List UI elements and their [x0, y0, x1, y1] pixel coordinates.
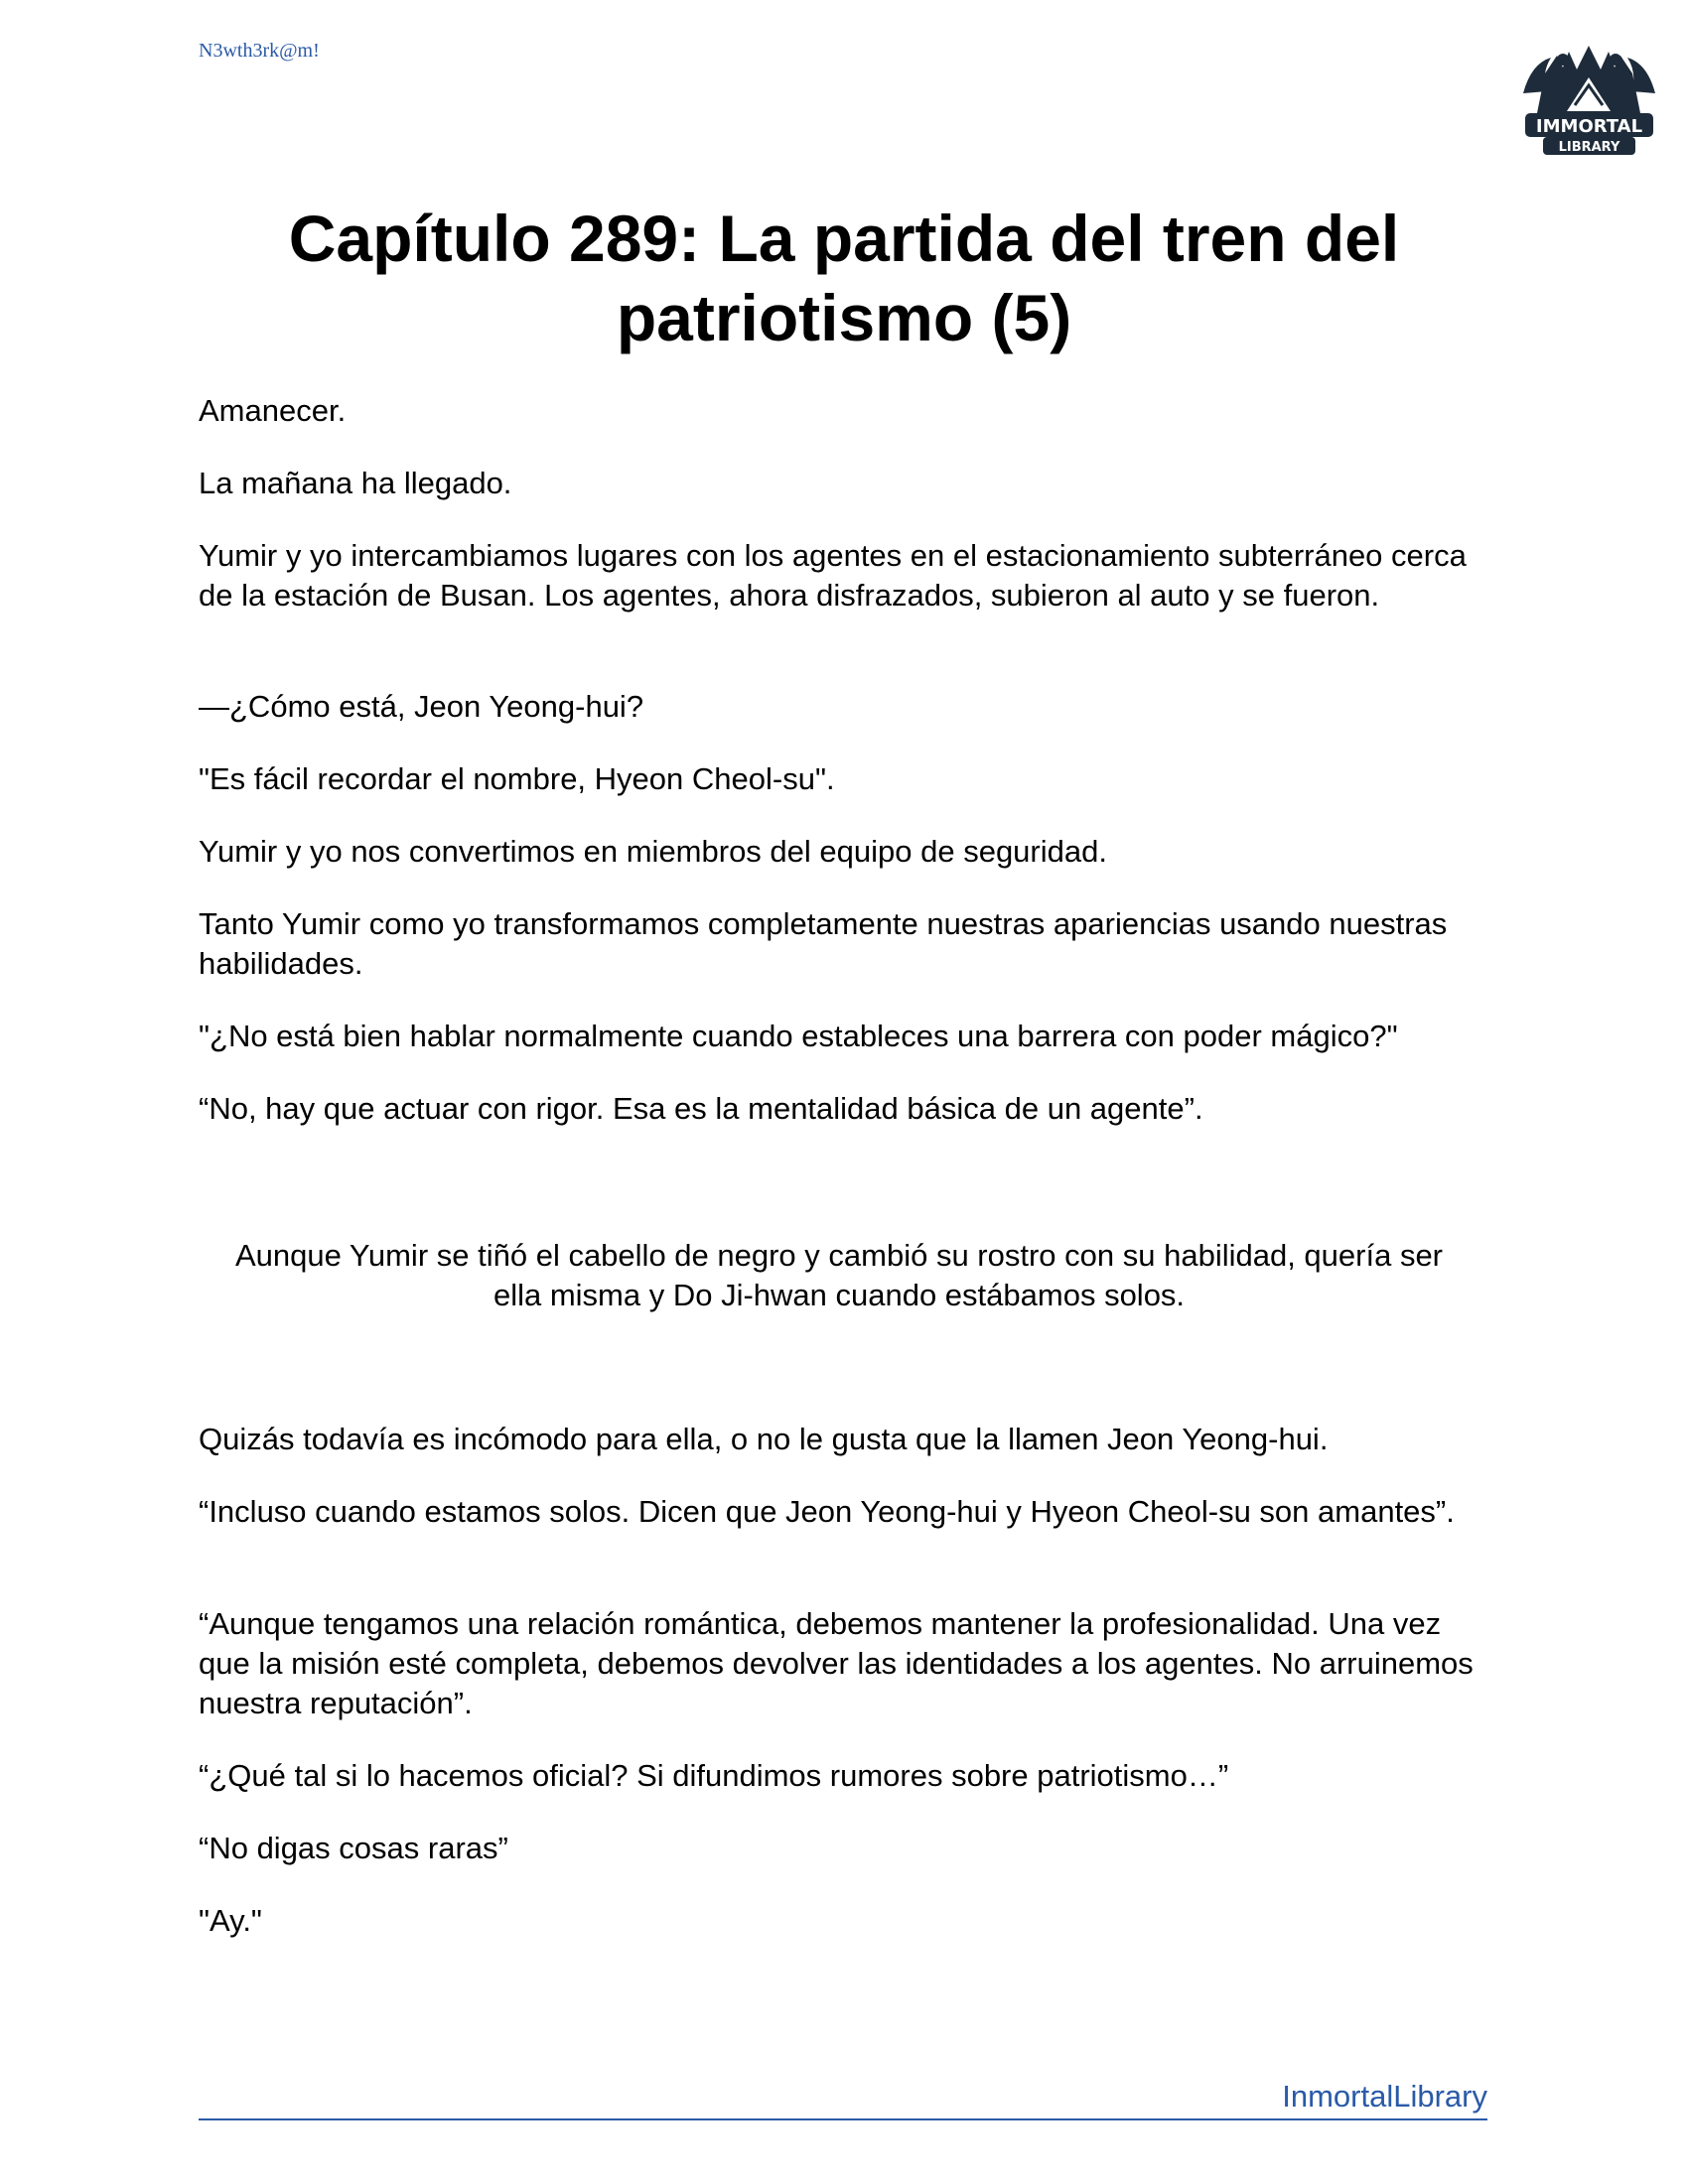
paragraph: Amanecer.: [199, 393, 347, 428]
centered-paragraph: Aunque Yumir se tiñó el cabello de negro y cambió su rostro con su habilidad, quería ser ella misma y Do Ji-hwan cuando estábamos solos.: [234, 1238, 1444, 1312]
paragraph: La mañana ha llegado.: [199, 466, 512, 500]
paragraph: —¿Cómo está, Jeon Yeong-hui?: [199, 689, 644, 724]
footer-link[interactable]: InmortalLibrary: [199, 2077, 1487, 2120]
paragraph: "Ay.": [199, 1903, 262, 1938]
paragraph: “Incluso cuando estamos solos. Dicen que Jeon Yeong-hui y Hyeon Cheol-su son amantes”.: [199, 1494, 1455, 1529]
paragraph: “Aunque tengamos una relación romántica, debemos mantener la profesionalidad. Una vez que la misión esté completa, debemos devolver las identidades a los agentes. No arruinemos nuestra reputación”.: [199, 1606, 1474, 1720]
paragraph: Yumir y yo intercambiamos lugares con los agentes en el estacionamiento subterráneo cerca de la estación de Busan. Los agentes, ahora disfrazados, subieron al auto y se fueron.: [199, 538, 1467, 613]
header-watermark: N3wth3rk@m!: [199, 40, 320, 62]
chapter-title-line1: Capítulo 289: La partida del tren del: [288, 202, 1400, 275]
logo-top-text: IMMORTAL: [1535, 116, 1643, 137]
paragraph: "¿No está bien hablar normalmente cuando estableces una barrera con poder mágico?": [199, 1019, 1398, 1053]
paragraph: Yumir y yo nos convertimos en miembros del equipo de seguridad.: [199, 834, 1107, 869]
paragraph: Tanto Yumir como yo transformamos completamente nuestras apariencias usando nuestras habilidades.: [199, 906, 1448, 981]
immortal-library-logo: [1517, 34, 1661, 163]
paragraph: “¿Qué tal si lo hacemos oficial? Si difundimos rumores sobre patriotismo…”: [199, 1758, 1229, 1793]
logo-bottom-text: LIBRARY: [1558, 140, 1620, 155]
chapter-title-line2: patriotismo (5): [616, 281, 1072, 354]
paragraph: "Es fácil recordar el nombre, Hyeon Cheol-su".: [199, 761, 835, 796]
paragraph: “No, hay que actuar con rigor. Esa es la mentalidad básica de un agente”.: [199, 1091, 1203, 1126]
paragraph: “No digas cosas raras”: [199, 1831, 508, 1865]
chapter-title: [199, 199, 1489, 357]
paragraph: Quizás todavía es incómodo para ella, o no le gusta que la llamen Jeon Yeong-hui.: [199, 1422, 1329, 1456]
